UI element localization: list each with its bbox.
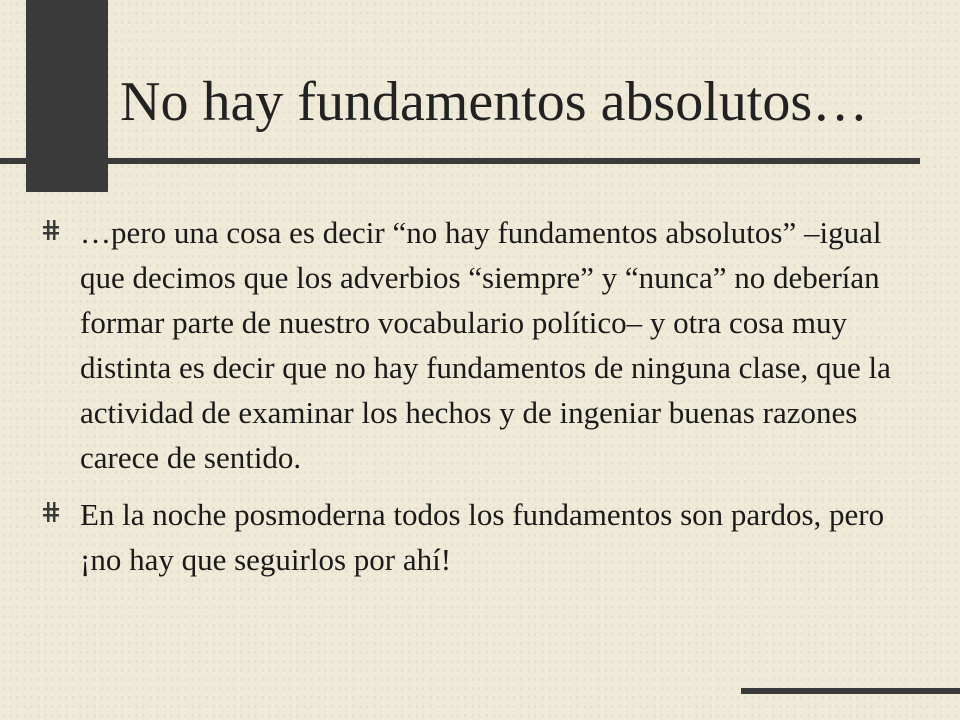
bullet-list	[40, 210, 920, 594]
bullet-text: En la noche posmoderna todos los fundamentos son pardos, pero ¡no hay que seguirlos por ahí!	[80, 497, 885, 577]
hash-bullet-icon	[42, 219, 60, 241]
slide-title: No hay fundamentos absolutos…	[120, 71, 869, 133]
footer-line	[741, 688, 960, 694]
bullet-item	[40, 492, 920, 582]
hash-bullet-icon	[42, 501, 60, 523]
title-underline	[0, 158, 920, 164]
bullet-item	[40, 210, 920, 480]
bullet-text: …pero una cosa es decir “no hay fundamentos absolutos” –igual que decimos que los adverbios “siempre” y “nunca” no deberían formar parte de nuestro vocabulario político– y otra cosa muy distinta es decir que no hay fundamentos de ninguna clase, que la actividad de examinar los hechos y de ingeniar buenas razones carece de sentido.	[80, 215, 891, 475]
